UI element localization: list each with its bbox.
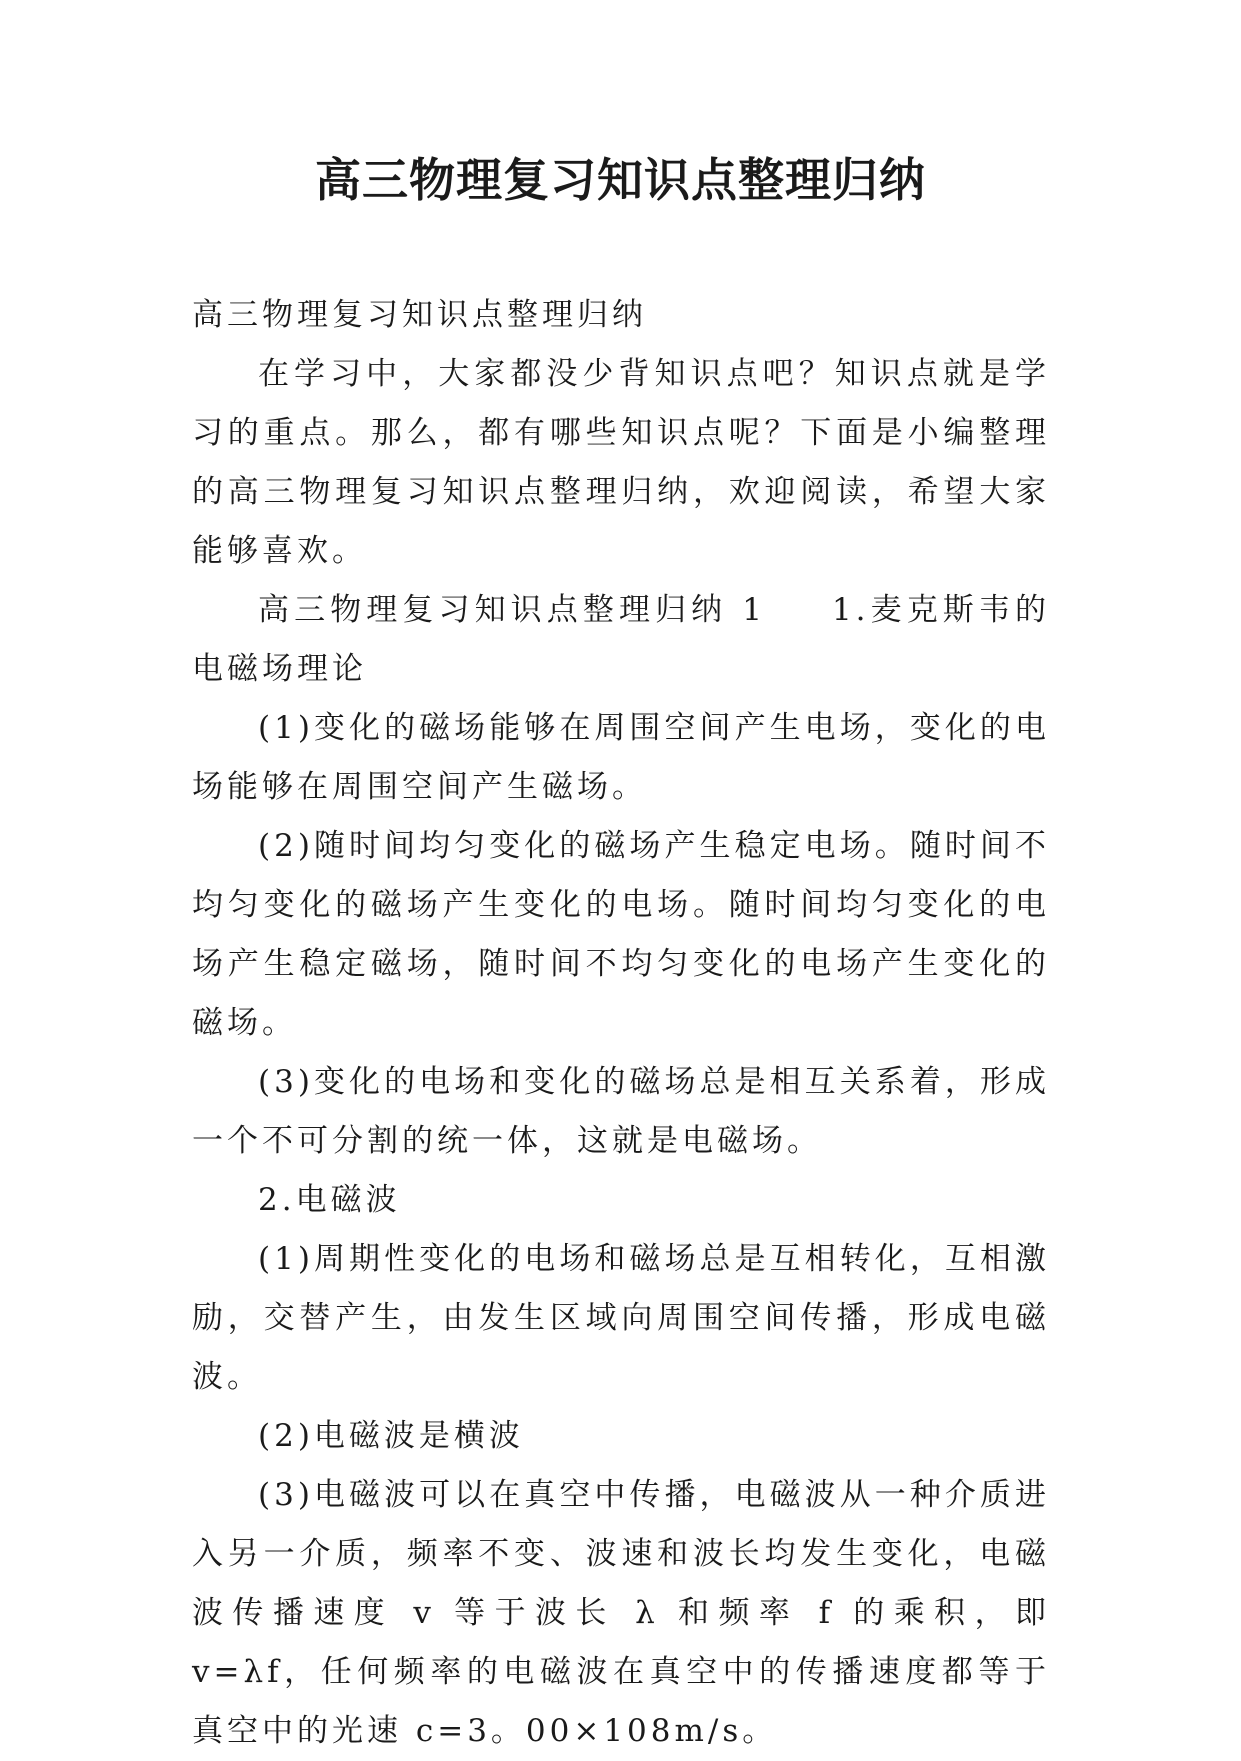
document-title: 高三物理复习知识点整理归纳	[315, 153, 926, 207]
section-2-paragraph-3: (3)电磁波可以在真空中传播，电磁波从一种介质进入另一介质，频率不变、波速和波长均发生变化，电磁波传播速度 v 等于波长 λ 和频率 f 的乘积，即 v=λf，任何频率的电磁波在真空中的传播速度都等于真空中的光速 c=3。00×108m/s。	[192, 1477, 1050, 1749]
section-1-item-1-title: 1.麦克斯韦的电磁场理论	[192, 592, 1050, 687]
document-subtitle: 高三物理复习知识点整理归纳	[192, 297, 647, 333]
section-1-heading-line	[192, 581, 1050, 699]
document-body	[192, 286, 1050, 1761]
intro-paragraph: 在学习中，大家都没少背知识点吧？知识点就是学习的重点。那么，都有哪些知识点呢？下面是小编整理的高三物理复习知识点整理归纳，欢迎阅读，希望大家能够喜欢。	[192, 356, 1050, 569]
section-1-heading: 高三物理复习知识点整理归纳 1	[258, 592, 766, 628]
section-2-paragraph-1: (1)周期性变化的电场和磁场总是互相转化，互相激励，交替产生，由发生区域向周围空间传播，形成电磁波。	[192, 1241, 1050, 1395]
section-1-paragraph-1: (1)变化的磁场能够在周围空间产生电场，变化的电场能够在周围空间产生磁场。	[192, 710, 1050, 805]
section-1-paragraph-2: (2)随时间均匀变化的磁场产生稳定电场。随时间不均匀变化的磁场产生变化的电场。随时间均匀变化的电场产生稳定磁场，随时间不均匀变化的电场产生变化的磁场。	[192, 828, 1050, 1041]
section-1-paragraph-3: (3)变化的电场和变化的磁场总是相互关系着，形成一个不可分割的统一体，这就是电磁场。	[192, 1064, 1050, 1159]
section-2-paragraph-2: (2)电磁波是横波	[258, 1418, 524, 1454]
section-2-heading: 2.电磁波	[258, 1182, 401, 1218]
